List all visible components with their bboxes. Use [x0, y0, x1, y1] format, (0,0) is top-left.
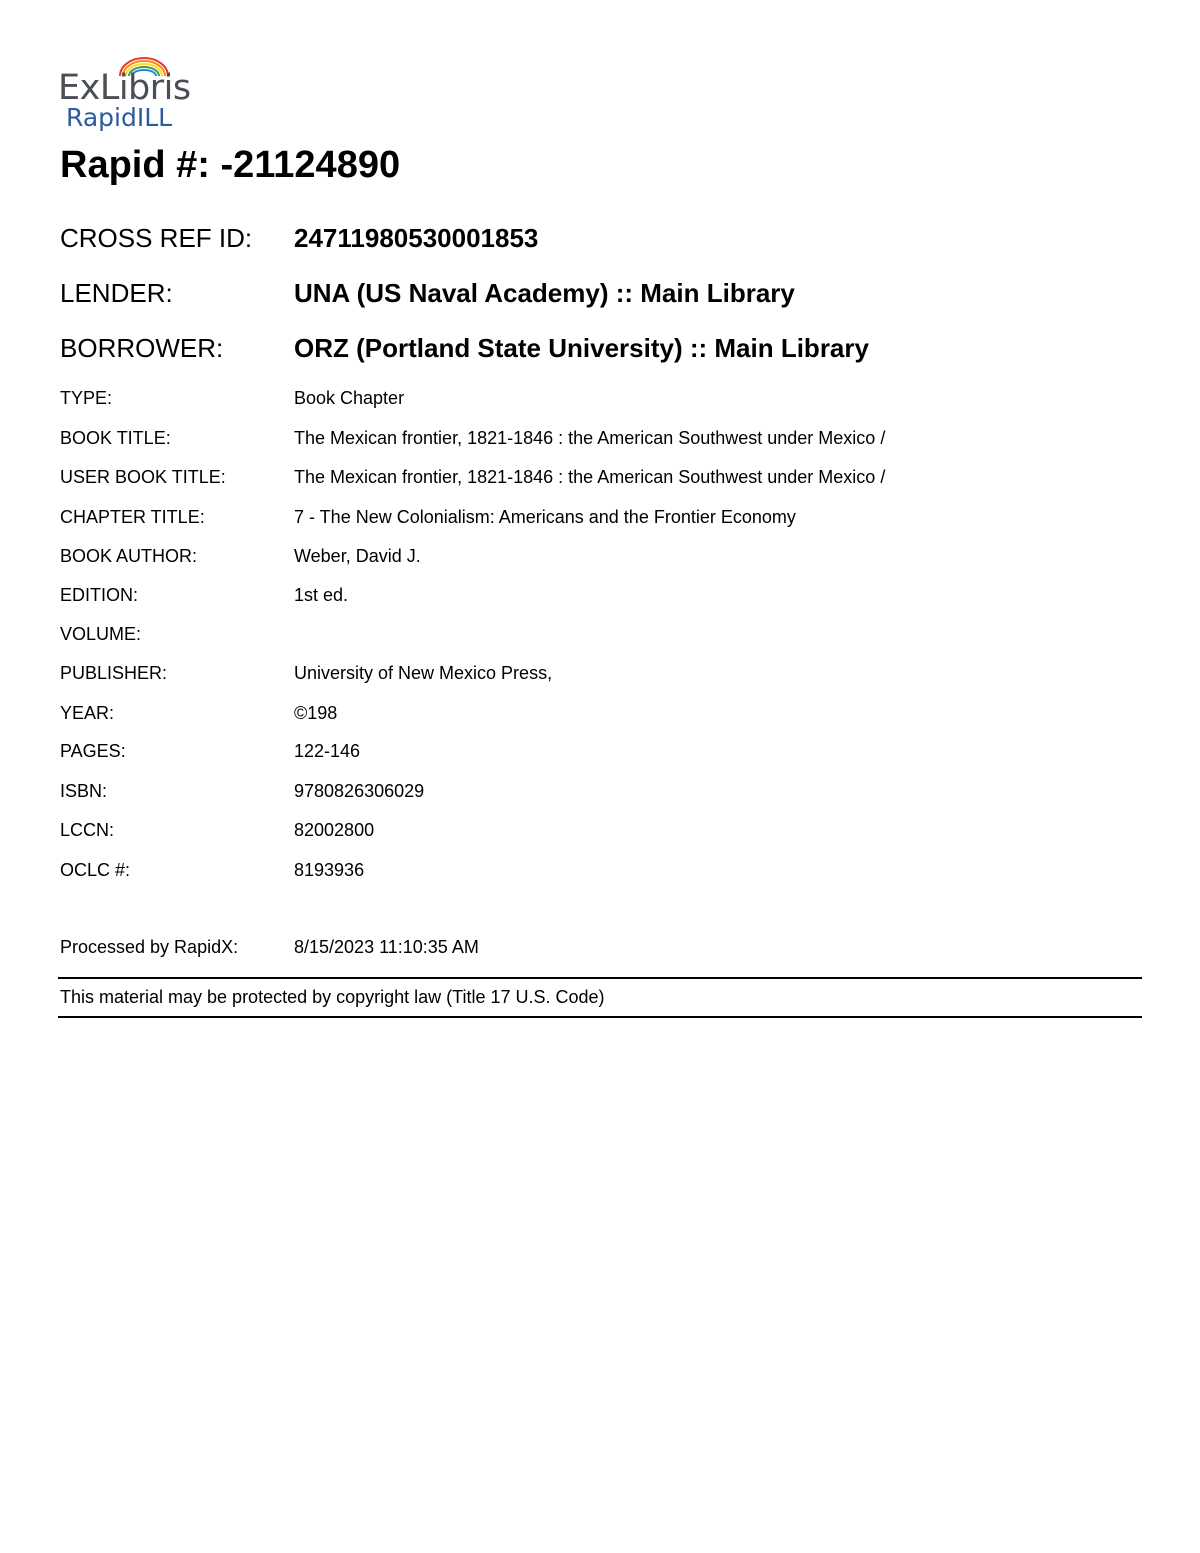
pages-label: PAGES:: [60, 741, 126, 761]
oclc-value: 8193936: [294, 860, 365, 880]
bottom-divider: [58, 1016, 1142, 1018]
cross-ref-value: 24711980530001853: [294, 223, 539, 253]
book-author-value: Weber, David J.: [294, 546, 421, 566]
publisher-value: University of New Mexico Press,: [294, 663, 553, 683]
year-value: ©198: [294, 703, 338, 723]
borrower-label: BORROWER:: [60, 333, 224, 363]
top-divider: [58, 977, 1142, 979]
borrower-value: ORZ (Portland State University) :: Main Library: [294, 333, 869, 363]
book-author-label: BOOK AUTHOR:: [60, 546, 198, 566]
chapter-title-label: CHAPTER TITLE:: [60, 507, 205, 527]
lccn-label: LCCN:: [60, 820, 115, 840]
isbn-value: 9780826306029: [294, 781, 425, 801]
lccn-value: 82002800: [294, 820, 375, 840]
copyright-notice: This material may be protected by copyright law (Title 17 U.S. Code): [60, 987, 605, 1007]
isbn-label: ISBN:: [60, 781, 108, 801]
publisher-label: PUBLISHER:: [60, 663, 168, 683]
exlibris-rapidill-logo: [58, 56, 198, 136]
year-label: YEAR:: [60, 703, 115, 723]
chapter-title-value: 7 - The New Colonialism: Americans and the Frontier Economy: [294, 507, 796, 527]
edition-value: 1st ed.: [294, 585, 349, 605]
user-book-title-value: The Mexican frontier, 1821-1846 : the American Southwest under Mexico /: [294, 467, 886, 487]
pages-value: 122-146: [294, 741, 361, 761]
lender-label: LENDER:: [60, 278, 173, 308]
lender-value: UNA (US Naval Academy) :: Main Library: [294, 278, 795, 308]
cross-ref-label: CROSS REF ID:: [60, 223, 253, 253]
volume-label: VOLUME:: [60, 624, 142, 644]
processed-label: Processed by RapidX:: [60, 937, 239, 957]
oclc-label: OCLC #:: [60, 860, 131, 880]
book-title-value: The Mexican frontier, 1821-1846 : the American Southwest under Mexico /: [294, 428, 886, 448]
logo-product-text: RapidILL: [66, 103, 173, 132]
type-label: TYPE:: [60, 388, 113, 408]
processed-timestamp: 8/15/2023 11:10:35 AM: [294, 937, 479, 957]
edition-label: EDITION:: [60, 585, 139, 605]
type-value: Book Chapter: [294, 388, 405, 408]
rapid-number-title: Rapid #: -21124890: [60, 144, 401, 186]
user-book-title-label: USER BOOK TITLE:: [60, 467, 226, 487]
book-title-label: BOOK TITLE:: [60, 428, 171, 448]
logo-brand-text: ExLibris: [58, 68, 191, 108]
